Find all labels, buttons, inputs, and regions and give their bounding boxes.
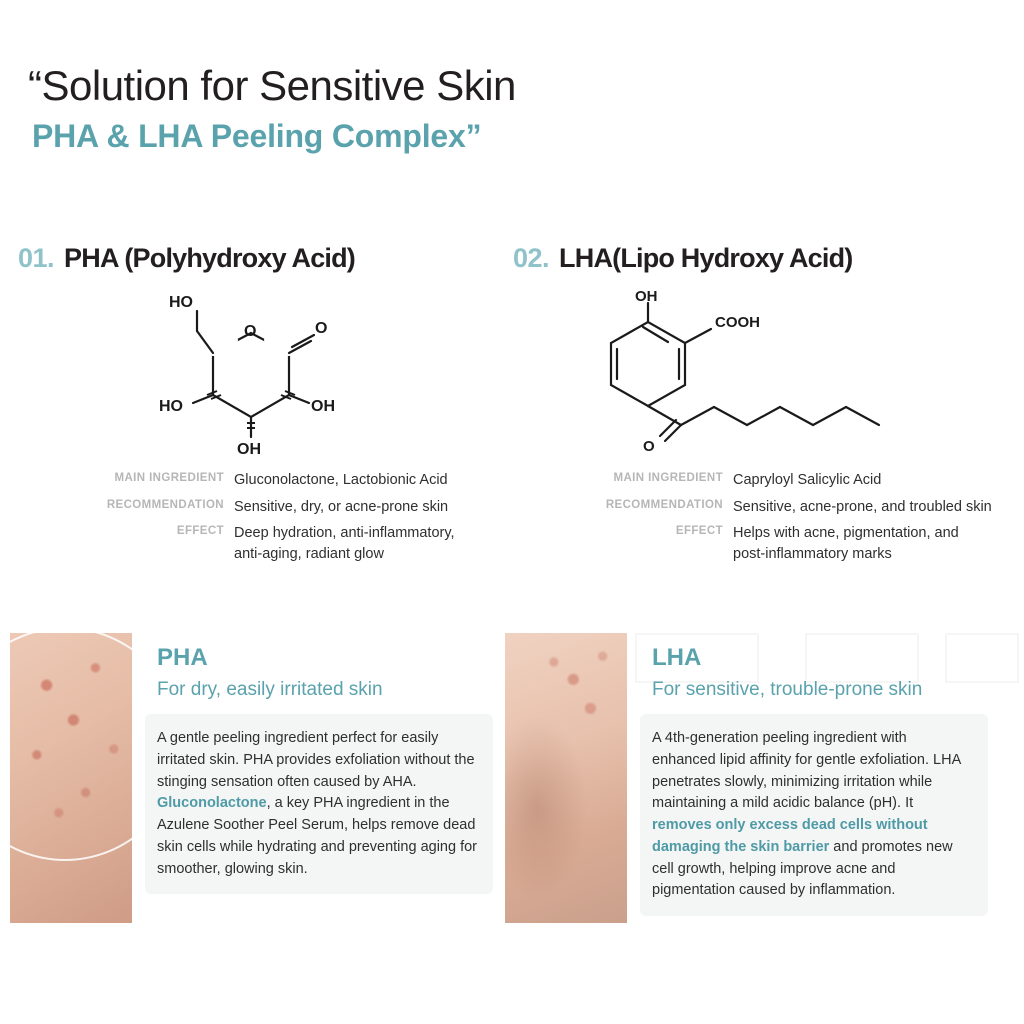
card-title-pha: PHA [157,644,208,671]
card-text-part1: A 4th-generation peeling ingredient with enhanced lipid affinity for gentle exfoliation. LHA penetrates slowly, minimizing irritation while maintaining a mild acidic balance (pH). It [652,730,961,812]
card-pha [10,625,507,923]
card-text-part2: , a key PHA ingredient in the Azulene Soother Peel Serum, helps remove dead skin cells while hydrating and preventing aging for smoother, glowing skin. [157,795,477,877]
spec-table-lha [513,470,1008,564]
card-text-highlight: removes only excess dead cells without damaging the skin barrier [652,817,928,855]
spec-label: EFFECT [176,525,224,538]
mol-label-cooh: COOH [714,313,760,331]
section-pha [18,243,513,570]
spec-value: Sensitive, acne-prone, and troubled skin [733,498,992,515]
mol-label-carbonyl-o: O [314,319,327,337]
section-lha [513,243,1008,570]
spec-label: RECOMMENDATION [106,498,224,511]
spec-value: Sensitive, dry, or acne-prone skin [234,498,449,515]
mol-label-ketone-o: O [642,437,655,455]
spec-row [591,523,998,564]
spec-row [92,523,503,564]
molecule-diagram-pha [18,288,513,458]
card-text-pha [145,714,493,894]
spec-row [92,470,503,491]
spec-value: Gluconolactone, Lactobionic Acid [234,472,448,488]
spec-value: Helps with acne, pigmentation, and post-inflammatory marks [733,525,959,562]
card-text-part1: A gentle peeling ingredient perfect for easily irritated skin. PHA provides exfoliation without the stinging sensation often caused by AHA. [157,730,475,790]
gluconolactone-structure-icon [151,291,381,456]
mol-label-ring-o: O [243,322,256,340]
mol-label-ho-top: HO [168,293,193,311]
mol-label-oh-bottom: OH [236,440,261,456]
spec-label: RECOMMENDATION [605,498,723,511]
spec-row [591,497,998,518]
spec-row [591,470,998,491]
spec-label: MAIN INGREDIENT [114,472,224,484]
card-body-pha [145,625,493,894]
detail-cards [0,625,1024,925]
card-text-part2: and promotes new cell growth, helping improve acne and pigmentation caused by inflammation. [652,838,953,899]
page-title-line-2: PHA & LHA Peeling Complex” [32,118,482,155]
card-text-highlight: Gluconolactone [157,795,267,812]
card-photo-lha [505,633,627,923]
zoom-circle-overlay [10,633,132,861]
section-title-pha: PHA (Polyhydroxy Acid) [64,243,355,273]
mol-label-ho-left: HO [158,397,183,415]
ingredient-sections [18,243,1008,570]
page-header [28,62,988,155]
section-heading-pha [18,243,513,274]
section-number-01: 01. [18,243,55,273]
section-heading-lha [513,243,1008,274]
spec-value: Capryloyl Salicylic Acid [733,472,882,488]
card-lha [505,625,1002,923]
page-title-line-1: “Solution for Sensitive Skin [28,62,516,109]
card-photo-pha [10,633,132,923]
spec-label: EFFECT [675,525,723,538]
card-text-lha [640,714,988,916]
molecule-diagram-lha [513,288,1008,458]
card-subtitle-pha: For dry, easily irritated skin [157,679,383,701]
card-title-lha: LHA [652,644,702,671]
card-body-lha [640,625,988,916]
mol-label-oh-right: OH [310,397,335,415]
mol-label-oh: OH [634,290,657,305]
spec-table-pha [18,470,513,564]
capryloyl-salicylic-acid-structure-icon [571,291,951,456]
spec-row [92,497,503,518]
card-subtitle-lha: For sensitive, trouble-prone skin [652,679,923,701]
section-number-02: 02. [513,243,550,273]
spec-value: Deep hydration, anti-inflammatory, anti-aging, radiant glow [234,525,455,562]
section-title-lha: LHA(Lipo Hydroxy Acid) [559,243,853,273]
spec-label: MAIN INGREDIENT [613,472,723,484]
skin-shading-overlay [505,633,627,923]
